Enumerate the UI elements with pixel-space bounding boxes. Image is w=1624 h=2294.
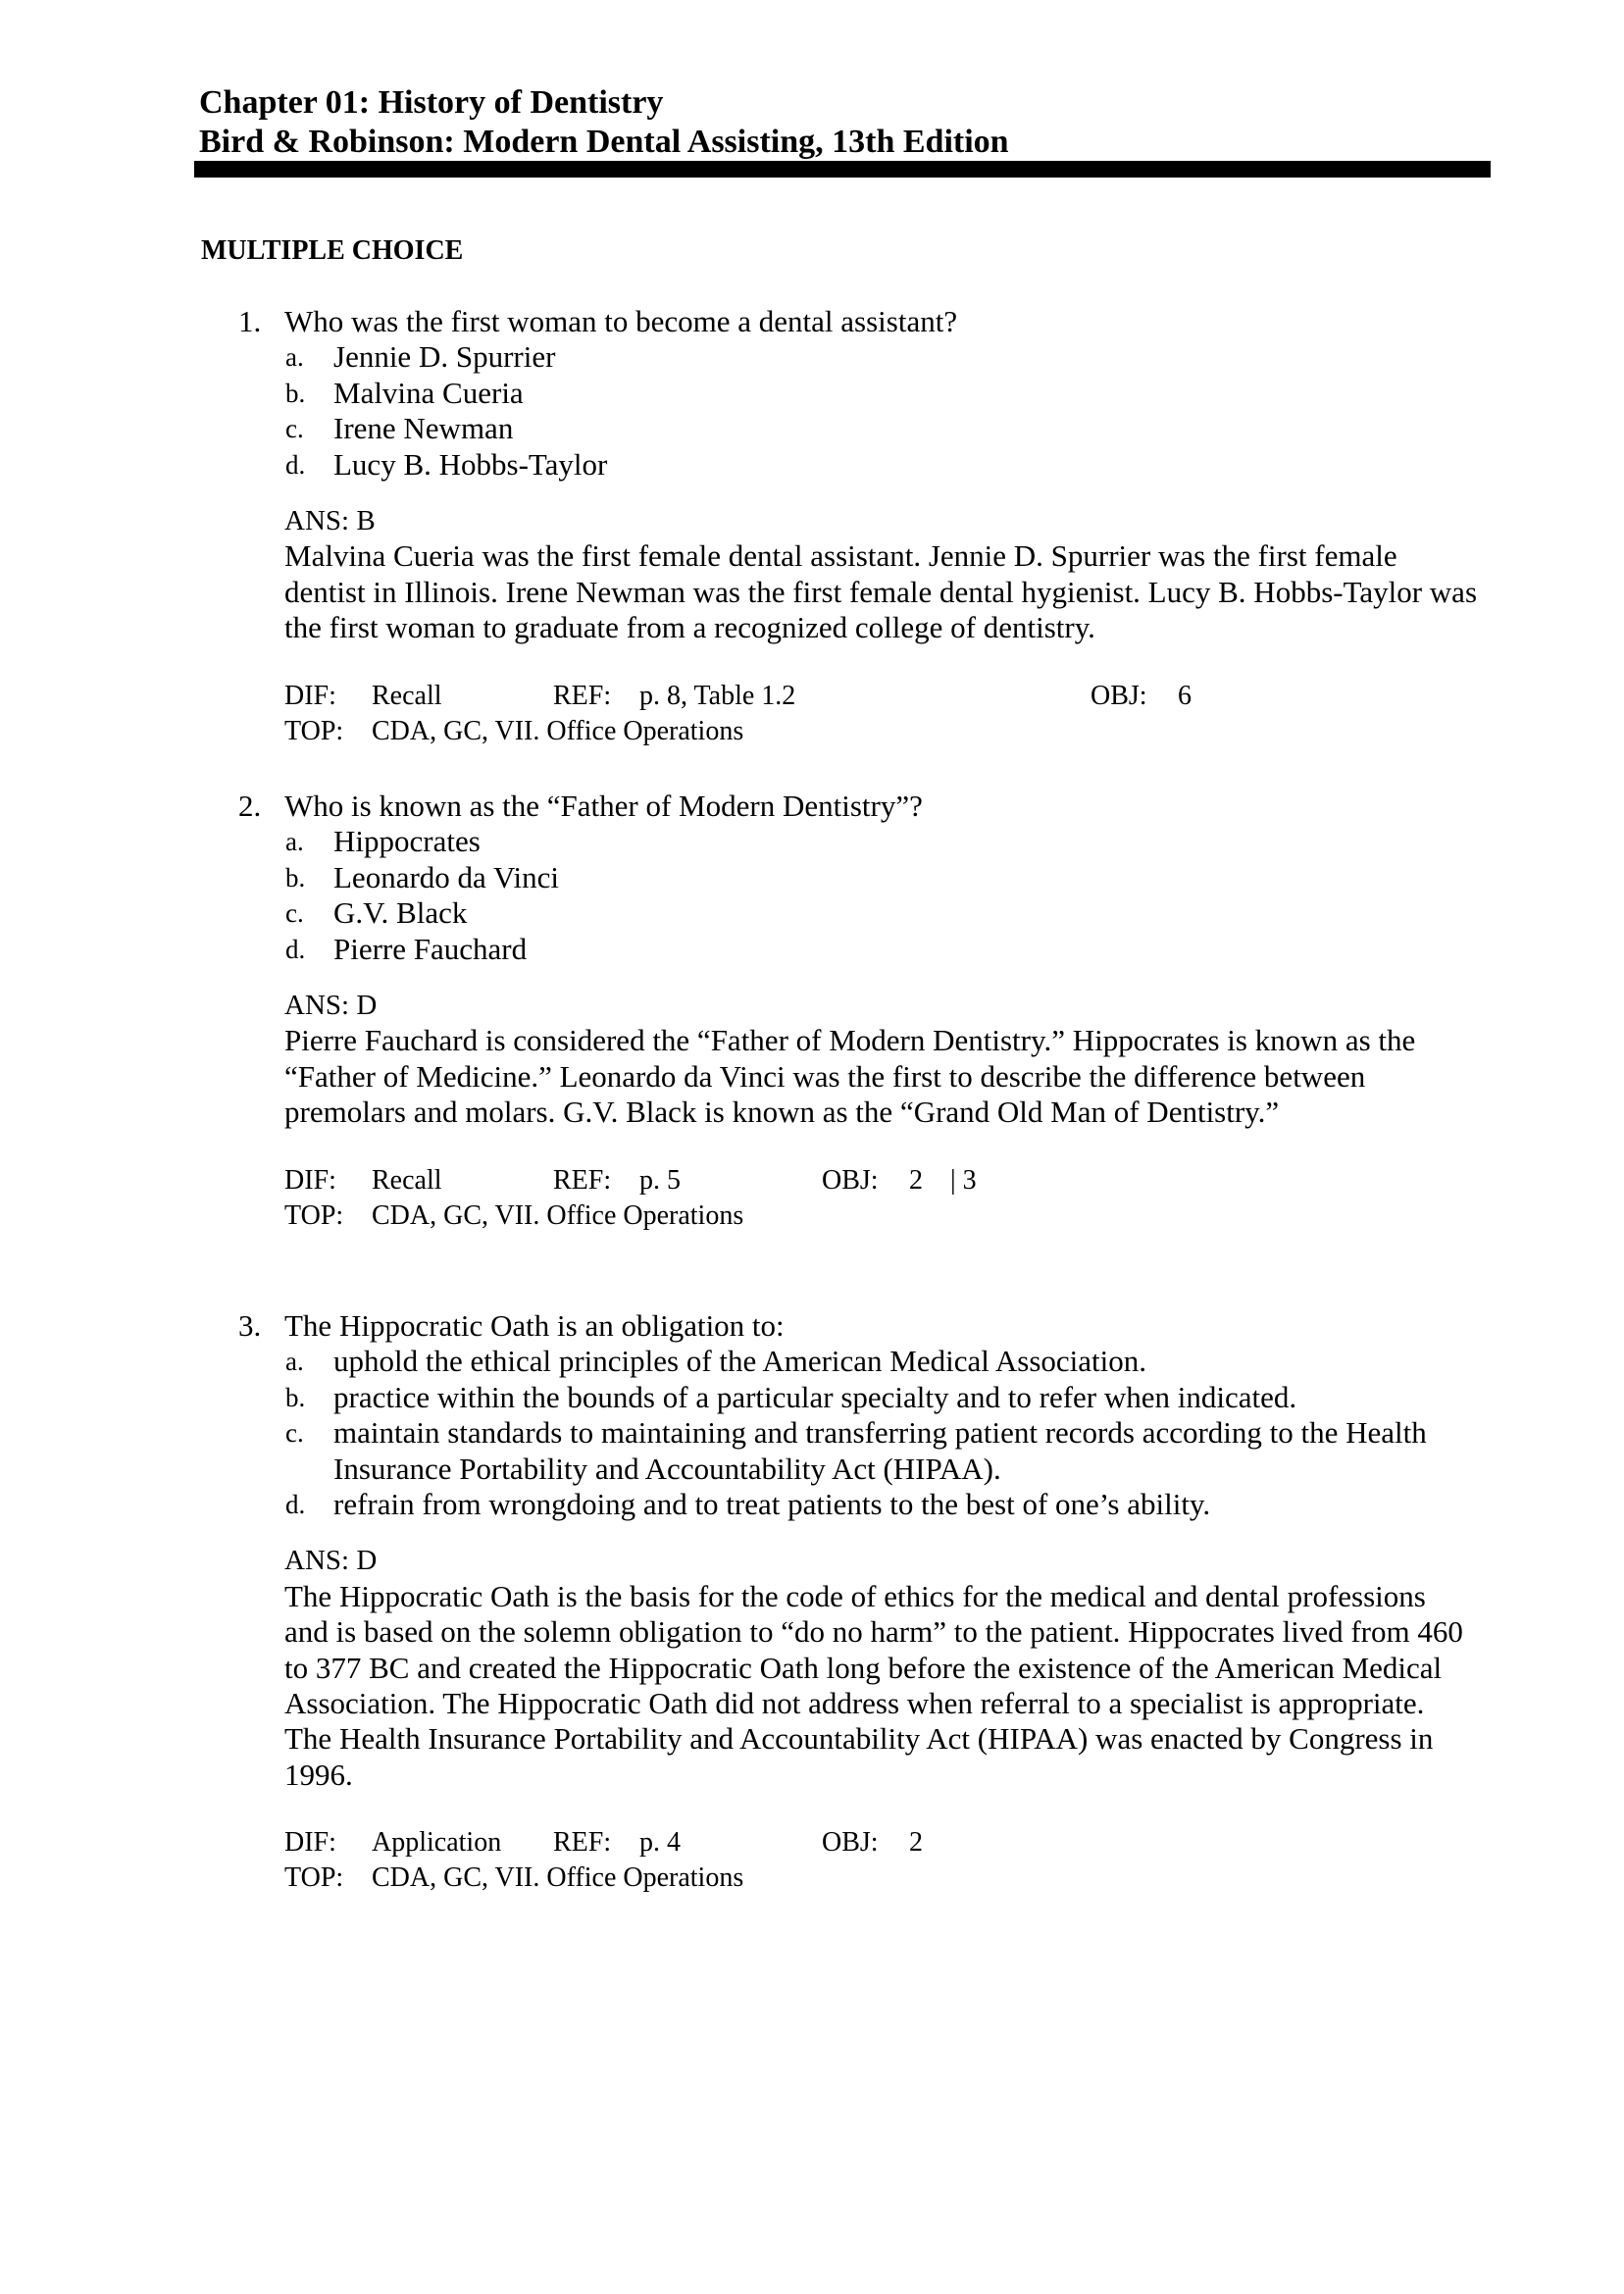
objective: 2 (909, 1164, 923, 1196)
question-text: Who is known as the “Father of Modern Dentistry”? (284, 789, 923, 823)
answer: ANS: D (284, 990, 378, 1022)
objective: 6 (1178, 680, 1192, 711)
option-label: c. (285, 1418, 304, 1449)
option-label: c. (285, 414, 304, 444)
option-text: Malvina Cueria (333, 375, 524, 410)
answer-option (0, 1380, 1624, 1415)
ref-label: REF: (553, 1164, 612, 1196)
dif-label: DIF: (284, 1827, 336, 1859)
option-label: b. (285, 862, 306, 892)
top-label: TOP: (284, 1862, 344, 1894)
top-label: TOP: (284, 1199, 344, 1231)
option-label: d. (285, 1490, 306, 1520)
option-label: b. (285, 1382, 306, 1412)
question-3 (0, 1308, 1624, 1896)
reference: p. 5 (639, 1164, 681, 1196)
difficulty: Application (372, 1827, 502, 1859)
book-title: Bird & Robinson: Modern Dental Assisting, 13th Edition (199, 124, 1009, 160)
objective-extra: | 3 (950, 1164, 977, 1196)
ref-label: REF: (553, 680, 612, 711)
difficulty: Recall (372, 1164, 442, 1196)
reference: p. 8, Table 1.2 (639, 680, 796, 711)
option-label: c. (285, 898, 304, 929)
topic: CDA, GC, VII. Office Operations (372, 715, 744, 746)
topic-row (0, 1198, 1624, 1234)
meta-row (0, 1163, 1624, 1198)
meta-row (0, 1825, 1624, 1861)
option-label: a. (285, 342, 304, 373)
answer-option (0, 339, 1624, 375)
option-text: Jennie D. Spurrier (333, 339, 556, 375)
obj-label: OBJ: (822, 1164, 879, 1196)
answer-option (0, 376, 1624, 411)
question-text: The Hippocratic Oath is an obligation to: (284, 1308, 785, 1343)
answer-option (0, 860, 1624, 895)
obj-label: OBJ: (1091, 680, 1147, 711)
answer-option (0, 1344, 1624, 1379)
question-number: 2. (238, 789, 262, 823)
objective: 2 (909, 1827, 923, 1859)
ref-label: REF: (553, 1827, 612, 1859)
option-text: Leonardo da Vinci (333, 859, 559, 894)
question-text: Who was the first woman to become a dental assistant? (284, 304, 958, 338)
question-2 (0, 789, 1624, 1234)
header-rule (194, 161, 1491, 178)
answer: ANS: B (284, 505, 376, 537)
option-text: Pierre Fauchard (333, 931, 528, 966)
dif-label: DIF: (284, 1164, 336, 1196)
section-heading: MULTIPLE CHOICE (201, 235, 464, 266)
answer-option (0, 447, 1624, 483)
option-text: maintain standards to maintaining and transferring patient records according to the Health Insurance Portability and Accountability Act (HIPAA). (333, 1415, 1427, 1486)
option-label: b. (285, 378, 306, 408)
obj-label: OBJ: (822, 1827, 879, 1859)
option-label: d. (285, 449, 306, 480)
topic: CDA, GC, VII. Office Operations (372, 1862, 744, 1894)
option-text: G.V. Black (333, 895, 468, 931)
rationale: Pierre Fauchard is considered the “Father of Modern Dentistry.” Hippocrates is known as the “Father of Medicine.” Leonardo da Vinci was the first to describe the difference between premolars and molars. G.V. Black is known as the “Grand Old Man of Dentistry.” (284, 1023, 1416, 1130)
answer: ANS: D (284, 1545, 378, 1577)
option-label: a. (285, 827, 304, 857)
option-label: d. (285, 934, 306, 964)
top-label: TOP: (284, 715, 344, 746)
meta-row (0, 679, 1624, 714)
option-text: Lucy B. Hobbs-Taylor (333, 446, 608, 482)
rationale: The Hippocratic Oath is the basis for the code of ethics for the medical and dental professions and is based on the solemn obligation to “do no harm” to the patient. Hippocrates lived from 460 to 377 BC and created the Hippocratic Oath long before the existence of the American Medical Association. The Hippocratic Oath did not address when referral to a specialist is appropriate. The Health Insurance Portability and Accountability Act (HIPAA) was enacted by Congress in 1996. (284, 1578, 1463, 1792)
option-text: Hippocrates (333, 824, 481, 859)
answer-option (0, 895, 1624, 931)
question-1 (0, 304, 1624, 749)
answer-option (0, 411, 1624, 446)
chapter-title: Chapter 01: History of Dentistry (199, 84, 664, 121)
answer-option (0, 1415, 1624, 1487)
question-number: 3. (238, 1308, 262, 1343)
answer-option (0, 1487, 1624, 1522)
question-number: 1. (238, 304, 262, 338)
option-text: practice within the bounds of a particular specialty and to refer when indicated. (333, 1379, 1297, 1414)
option-label: a. (285, 1347, 304, 1377)
rationale: Malvina Cueria was the first female dental assistant. Jennie D. Spurrier was the first female dentist in Illinois. Irene Newman was the first female dental hygienist. Lucy B. Hobbs-Taylor was the first woman to graduate from a recognized college of dentistry. (284, 538, 1478, 645)
option-text: refrain from wrongdoing and to treat patients to the best of one’s ability. (333, 1487, 1211, 1522)
option-text: uphold the ethical principles of the American Medical Association. (333, 1344, 1147, 1379)
answer-option (0, 824, 1624, 859)
reference: p. 4 (639, 1827, 681, 1859)
dif-label: DIF: (284, 680, 336, 711)
answer-option (0, 932, 1624, 967)
topic-row (0, 714, 1624, 749)
option-text: Irene Newman (333, 411, 514, 446)
topic-row (0, 1861, 1624, 1896)
topic: CDA, GC, VII. Office Operations (372, 1199, 744, 1231)
difficulty: Recall (372, 680, 442, 711)
